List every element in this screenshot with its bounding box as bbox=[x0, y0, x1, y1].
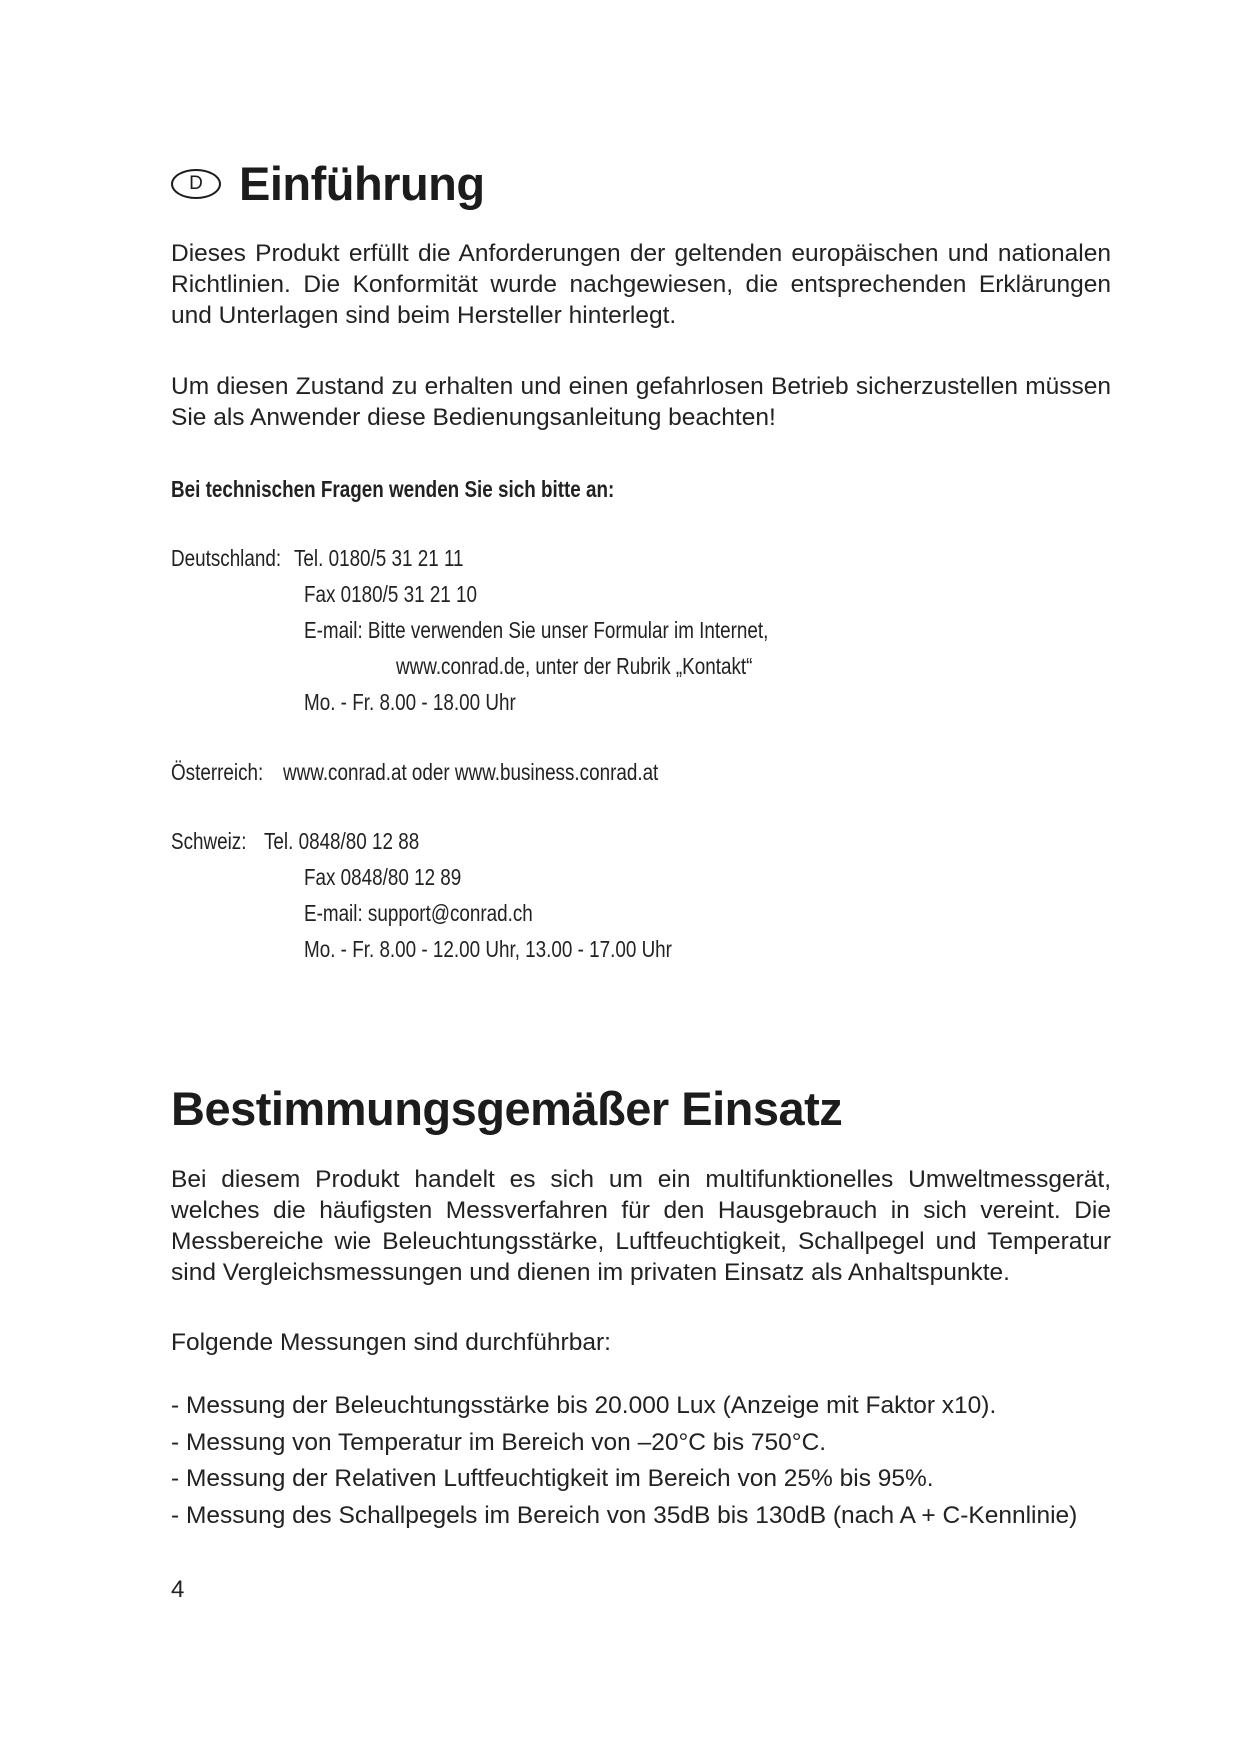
list-item: - Messung von Temperatur im Bereich von –20°C bis 750°C. bbox=[171, 1428, 827, 1456]
contact-austria-label: Österreich: bbox=[171, 759, 264, 785]
list-item: - Messung des Schallpegels im Bereich von 35dB bis 130dB (nach A + C-Kennlinie) bbox=[171, 1501, 1078, 1529]
contact-germany-email: E-mail: Bitte verwenden Sie unser Formular im Internet, bbox=[304, 617, 769, 643]
section-heading-text: Einführung bbox=[239, 157, 485, 210]
contact-heading: Bei technischen Fragen wenden Sie sich bitte an: bbox=[171, 476, 615, 502]
section-heading-intended-use: Bestimmungsgemäßer Einsatz bbox=[171, 1082, 843, 1135]
contact-switzerland-label: Schweiz: bbox=[171, 828, 247, 854]
list-item: - Messung der Beleuchtungsstärke bis 20.000 Lux (Anzeige mit Faktor x10). bbox=[171, 1392, 997, 1419]
page-number: 4 bbox=[171, 1576, 185, 1603]
contact-germany-web: www.conrad.de, unter der Rubrik „Kontakt“ bbox=[396, 653, 753, 679]
language-badge: D bbox=[171, 169, 221, 199]
contact-switzerland-tel: Tel. 0848/80 12 88 bbox=[264, 828, 420, 854]
manual-page bbox=[171, 0, 1111, 1754]
contact-switzerland-email: E-mail: support@conrad.ch bbox=[304, 900, 533, 926]
list-item: - Messung der Relativen Luftfeuchtigkeit im Bereich von 25% bis 95%. bbox=[171, 1465, 934, 1492]
intended-use-paragraph: Bei diesem Produkt handelt es sich um ein multifunktionelles Umweltmessgerät, welches die häufigsten Messverfahren für den Hausgebrauch in sich vereint. Die Messbereiche wie Beleuchtungsstärke, Luftfeuchtigkeit, Schallpegel und Temperatur sind Vergleichsmessungen und dienen im privaten Einsatz als Anhaltspunkte. bbox=[171, 1166, 1111, 1286]
contact-germany-label: Deutschland: bbox=[171, 545, 282, 571]
contact-switzerland-fax: Fax 0848/80 12 89 bbox=[304, 864, 462, 890]
contact-switzerland-hours: Mo. - Fr. 8.00 - 12.00 Uhr, 13.00 - 17.00 Uhr bbox=[304, 936, 672, 962]
contact-germany-tel: Tel. 0180/5 31 21 11 bbox=[294, 545, 464, 571]
contact-germany-fax: Fax 0180/5 31 21 10 bbox=[304, 581, 478, 607]
measurement-list bbox=[171, 1388, 1077, 1534]
intro-paragraph-instructions: Um diesen Zustand zu erhalten und einen gefahrlosen Betrieb sicherzustellen müssen Sie als Anwender diese Bedienungsanleitung beachten! bbox=[171, 373, 1111, 431]
measurements-intro: Folgende Messungen sind durchführbar: bbox=[171, 1329, 611, 1356]
section-heading-introduction bbox=[171, 156, 485, 212]
intro-paragraph-conformity: Dieses Produkt erfüllt die Anforderungen der geltenden europäischen und nationalen Richtlinien. Die Konformität wurde nachgewiesen, die entsprechenden Erklärungen und Unterlagen sind beim Hersteller hinterlegt. bbox=[171, 240, 1111, 329]
contact-germany-hours: Mo. - Fr. 8.00 - 18.00 Uhr bbox=[304, 689, 516, 715]
contact-austria-web: www.conrad.at oder www.business.conrad.at bbox=[283, 759, 659, 785]
